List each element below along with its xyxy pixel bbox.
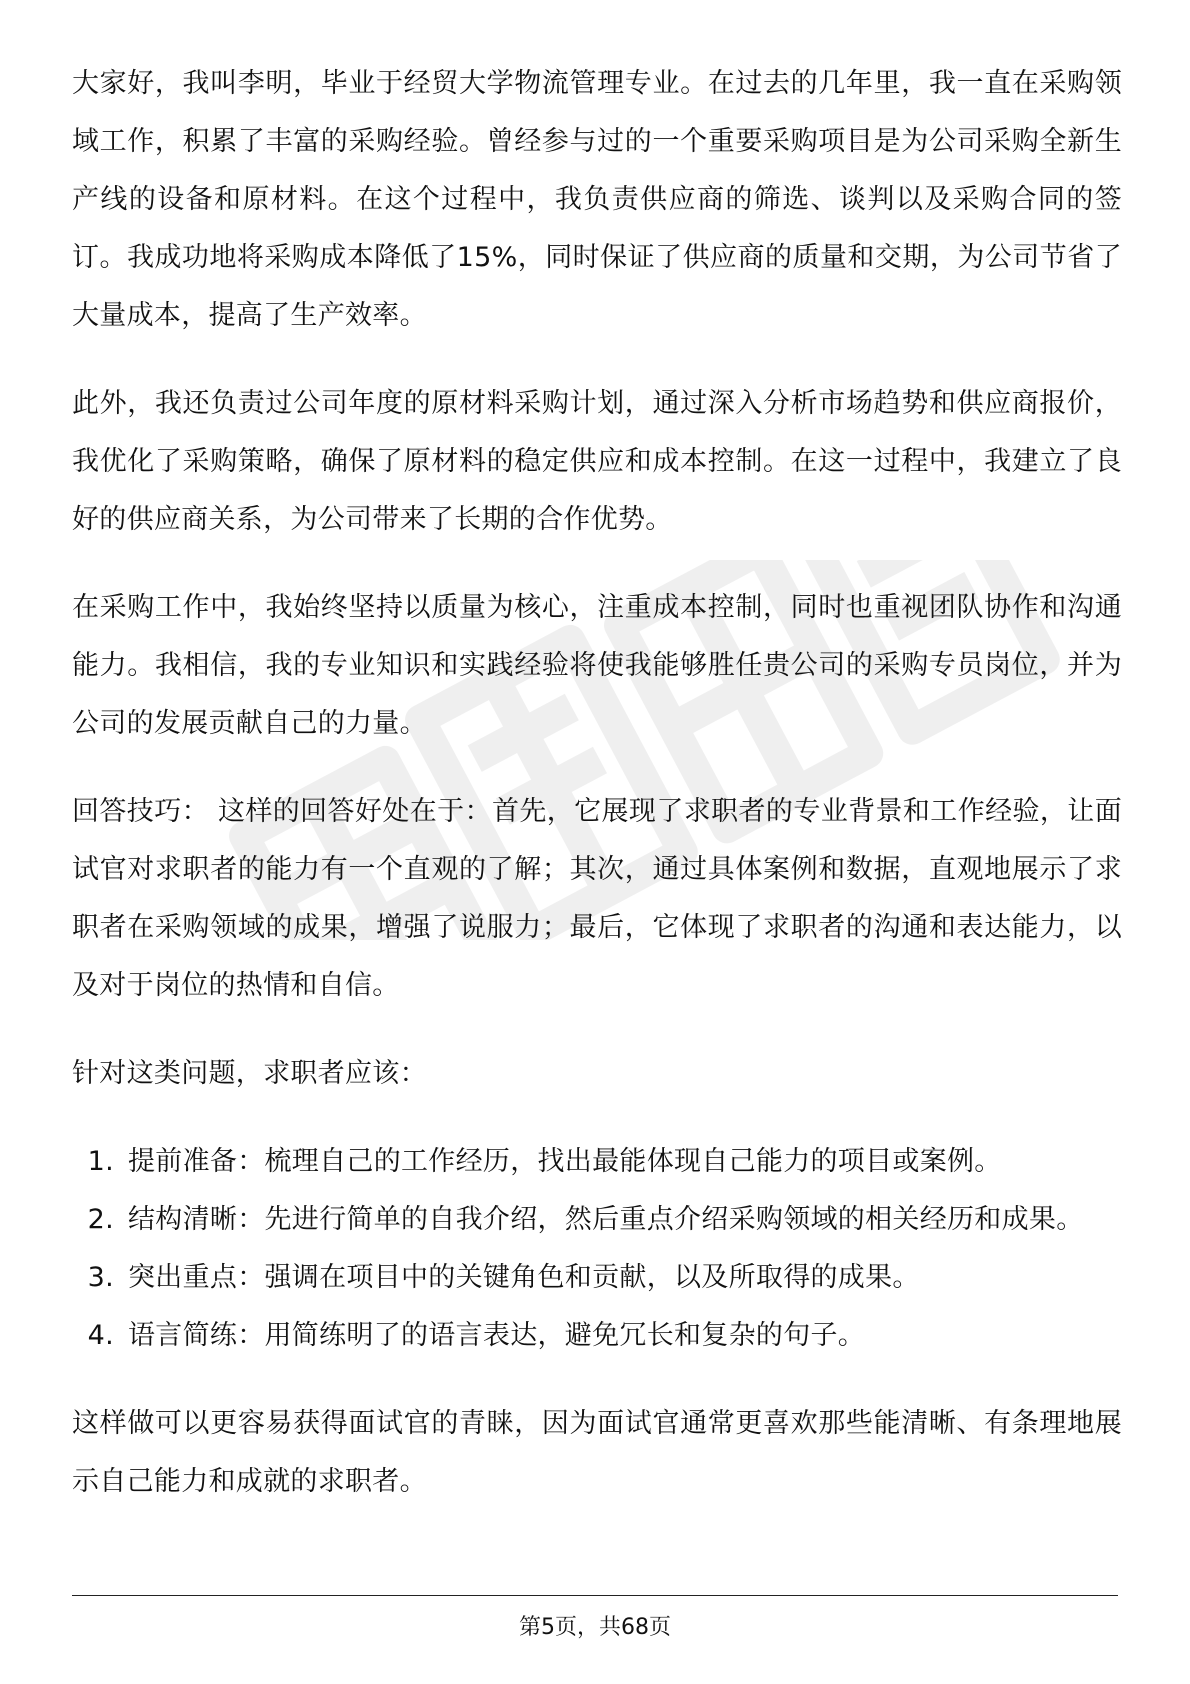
list-item — [72, 1307, 1122, 1365]
paragraph-intro: 大家好，我叫李明，毕业于经贸大学物流管理专业。在过去的几年里，我一直在采购领域工作，积累了丰富的采购经验。曾经参与过的一个重要采购项目是为公司采购全新生产线的设备和原材料。在这个过程中，我负责供应商的筛选、谈判以及采购合同的签订。我成功地将采购成本降低了15%，同时保证了供应商的质量和交期，为公司节省了大量成本，提高了生产效率。 — [72, 68, 1122, 331]
paragraph-conclusion: 这样做可以更容易获得面试官的青睐，因为面试官通常更喜欢那些能清晰、有条理地展示自己能力和成就的求职者。 — [72, 1408, 1122, 1497]
list-item-text: 结构清晰：先进行简单的自我介绍，然后重点介绍采购领域的相关经历和成果。 — [128, 1204, 1084, 1235]
list-item-text: 提前准备：梳理自己的工作经历，找出最能体现自己能力的项目或案例。 — [128, 1146, 1002, 1177]
paragraph-work-attitude: 在采购工作中，我始终坚持以质量为核心，注重成本控制，同时也重视团队协作和沟通能力。我相信，我的专业知识和实践经验将使我能够胜任贵公司的采购专员岗位，并为公司的发展贡献自己的力量。 — [72, 592, 1122, 739]
advice-list — [72, 1133, 1122, 1365]
list-item-text: 语言简练：用简练明了的语言表达，避免冗长和复杂的句子。 — [128, 1320, 866, 1351]
list-item-text: 突出重点：强调在项目中的关键角色和贡献，以及所取得的成果。 — [128, 1262, 920, 1293]
list-item-number: 3. — [87, 1262, 114, 1293]
list-item — [72, 1191, 1122, 1249]
footer-divider — [72, 1595, 1118, 1596]
main-content — [72, 55, 1122, 1541]
list-item-number: 2. — [87, 1204, 114, 1235]
page-number: 第5页，共68页 — [519, 1615, 671, 1640]
paragraph-list-intro: 针对这类问题，求职者应该： — [72, 1058, 427, 1089]
list-item — [72, 1133, 1122, 1191]
list-item-number: 4. — [87, 1320, 114, 1351]
paragraph-annual-plan: 此外，我还负责过公司年度的原材料采购计划，通过深入分析市场趋势和供应商报价，我优化了采购策略，确保了原材料的稳定供应和成本控制。在这一过程中，我建立了良好的供应商关系，为公司带来了长期的合作优势。 — [72, 388, 1122, 535]
list-item-number: 1. — [87, 1146, 114, 1177]
paragraph-answer-tips: 回答技巧： 这样的回答好处在于：首先，它展现了求职者的专业背景和工作经验，让面试官对求职者的能力有一个直观的了解；其次，通过具体案例和数据，直观地展示了求职者在采购领域的成果，增强了说服力；最后，它体现了求职者的沟通和表达能力，以及对于岗位的热情和自信。 — [72, 796, 1122, 1001]
list-item — [72, 1249, 1122, 1307]
